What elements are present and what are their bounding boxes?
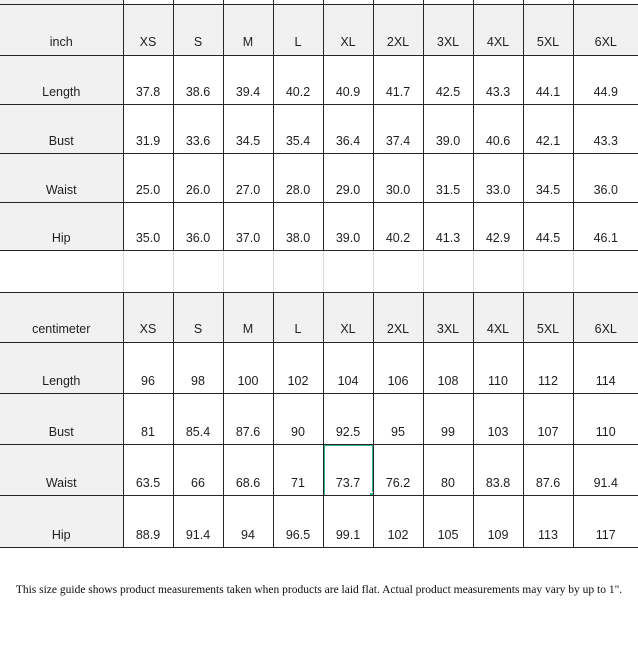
size-header-cell-text: 6XL <box>594 322 617 336</box>
value-cell-text: 105 <box>437 528 459 542</box>
value-cell <box>173 394 223 445</box>
value-cell-text: 85.4 <box>185 425 211 439</box>
value-cell-text: 114 <box>595 374 616 388</box>
value-cell-text: 41.7 <box>385 85 411 99</box>
value-cell-text: 96 <box>141 374 155 388</box>
measurement-row <box>0 496 638 548</box>
size-header-cell-text: 6XL <box>594 35 617 49</box>
size-header-cell <box>473 5 523 56</box>
size-header-cell-text: S <box>193 322 203 336</box>
row-label-cell <box>0 56 123 105</box>
value-cell <box>123 445 173 496</box>
size-header-cell-text: 2XL <box>386 322 410 336</box>
value-cell <box>223 496 273 548</box>
value-cell-text: 103 <box>487 425 509 439</box>
size-header-cell <box>523 5 573 56</box>
value-cell <box>423 343 473 394</box>
value-cell <box>323 496 373 548</box>
value-cell-text: 36.0 <box>593 183 618 197</box>
size-header-cell <box>423 293 473 343</box>
size-header-cell <box>273 293 323 343</box>
value-cell <box>573 445 638 496</box>
value-cell-text: 38.6 <box>185 85 211 99</box>
value-cell-text: 29.0 <box>335 183 361 197</box>
value-cell <box>573 343 638 394</box>
value-cell-text: 63.5 <box>135 476 161 490</box>
size-header-cell-text: XS <box>139 35 157 49</box>
row-label-cell-text: Hip <box>51 231 71 245</box>
spacer-cell <box>523 251 573 293</box>
value-cell <box>473 154 523 203</box>
size-header-cell-text: 2XL <box>386 35 410 49</box>
value-cell <box>473 105 523 154</box>
value-cell-text: 94 <box>241 528 255 542</box>
value-cell <box>173 154 223 203</box>
row-label-cell-text: Waist <box>45 476 77 490</box>
value-cell-text: 31.5 <box>435 183 461 197</box>
value-cell <box>373 445 423 496</box>
value-cell-text: 33.6 <box>185 134 211 148</box>
size-header-cell <box>573 293 638 343</box>
value-cell-text: 44.9 <box>593 85 618 99</box>
spacer-row <box>0 251 638 293</box>
value-cell-text: 87.6 <box>535 476 561 490</box>
unit-label-cell <box>0 5 123 56</box>
value-cell-text: 43.3 <box>593 134 618 148</box>
value-cell-text: 44.1 <box>535 85 561 99</box>
spacer-cell <box>273 251 323 293</box>
value-cell-text: 99.1 <box>335 528 361 542</box>
value-cell-text: 109 <box>487 528 509 542</box>
value-cell-text: 91.4 <box>185 528 211 542</box>
value-cell <box>273 445 323 496</box>
value-cell-text: 91.4 <box>593 476 618 490</box>
value-cell-text: 110 <box>595 425 616 439</box>
value-cell-text: 30.0 <box>385 183 411 197</box>
value-cell-text: 37.8 <box>135 85 161 99</box>
value-cell <box>423 496 473 548</box>
spacer-cell <box>573 251 638 293</box>
row-label-cell <box>0 445 123 496</box>
measurement-row <box>0 343 638 394</box>
measurement-row <box>0 154 638 203</box>
value-cell-text: 90 <box>291 425 305 439</box>
value-cell-text: 31.9 <box>135 134 161 148</box>
size-header-cell-text: L <box>294 322 302 336</box>
value-cell-text: 37.0 <box>235 231 261 245</box>
value-cell <box>123 496 173 548</box>
value-cell <box>373 154 423 203</box>
value-cell <box>123 56 173 105</box>
value-cell <box>573 394 638 445</box>
measurement-row <box>0 203 638 251</box>
value-cell <box>273 154 323 203</box>
row-label-cell <box>0 496 123 548</box>
value-cell <box>173 496 223 548</box>
value-cell <box>423 56 473 105</box>
value-cell <box>123 203 173 251</box>
value-cell <box>173 56 223 105</box>
value-cell <box>323 105 373 154</box>
value-cell <box>473 203 523 251</box>
value-cell <box>223 445 273 496</box>
row-label-cell-text: Bust <box>48 425 74 439</box>
value-cell <box>523 105 573 154</box>
value-cell <box>573 56 638 105</box>
value-cell-text: 92.5 <box>335 425 361 439</box>
value-cell-text: 26.0 <box>185 183 211 197</box>
value-cell-text: 35.4 <box>285 134 311 148</box>
value-cell-text: 37.4 <box>385 134 411 148</box>
measurement-row <box>0 105 638 154</box>
value-cell-text: 76.2 <box>385 476 411 490</box>
value-cell-text: 38.0 <box>285 231 311 245</box>
row-label-cell <box>0 105 123 154</box>
value-cell-text: 36.0 <box>185 231 211 245</box>
value-cell <box>573 154 638 203</box>
size-header-cell-text: M <box>242 35 254 49</box>
size-header-cell <box>323 293 373 343</box>
value-cell-text: 41.3 <box>435 231 461 245</box>
value-cell <box>373 496 423 548</box>
spacer-cell <box>473 251 523 293</box>
unit-label-cell-text: centimeter <box>32 322 91 336</box>
spacer-cell <box>423 251 473 293</box>
value-cell <box>123 154 173 203</box>
size-header-cell-text: M <box>242 322 254 336</box>
value-cell <box>173 445 223 496</box>
value-cell <box>123 394 173 445</box>
value-cell-text: 66 <box>191 476 205 490</box>
value-cell <box>473 496 523 548</box>
value-cell-text: 88.9 <box>135 528 161 542</box>
value-cell <box>423 445 473 496</box>
measurement-row <box>0 445 638 496</box>
value-cell <box>323 343 373 394</box>
size-header-cell <box>423 5 473 56</box>
value-cell <box>323 154 373 203</box>
value-cell-text: 96.5 <box>285 528 311 542</box>
value-cell <box>423 394 473 445</box>
value-cell-text: 106 <box>387 374 409 388</box>
unit-label-cell-text: inch <box>49 35 73 49</box>
value-cell-text: 46.1 <box>593 231 618 245</box>
size-header-cell <box>223 293 273 343</box>
value-cell-text: 117 <box>595 528 616 542</box>
value-cell <box>323 203 373 251</box>
value-cell <box>223 203 273 251</box>
value-cell <box>423 154 473 203</box>
value-cell-text: 100 <box>237 374 259 388</box>
value-cell-text: 68.6 <box>235 476 261 490</box>
spacer-cell <box>223 251 273 293</box>
value-cell <box>473 445 523 496</box>
value-cell <box>573 105 638 154</box>
value-cell-text: 108 <box>437 374 459 388</box>
size-header-cell-text: 5XL <box>536 35 560 49</box>
value-cell <box>173 203 223 251</box>
value-cell-text: 35.0 <box>135 231 161 245</box>
value-cell-text: 25.0 <box>135 183 161 197</box>
spacer-cell <box>123 251 173 293</box>
value-cell-text: 42.9 <box>485 231 511 245</box>
value-cell <box>373 394 423 445</box>
row-label-cell <box>0 154 123 203</box>
size-header-cell-text: S <box>193 35 203 49</box>
value-cell <box>273 343 323 394</box>
row-label-cell <box>0 203 123 251</box>
value-cell <box>223 56 273 105</box>
value-cell-text: 42.1 <box>535 134 561 148</box>
value-cell <box>523 496 573 548</box>
value-cell <box>573 496 638 548</box>
value-cell-text: 81 <box>141 425 155 439</box>
value-cell-text: 40.2 <box>285 85 311 99</box>
value-cell <box>373 203 423 251</box>
value-cell-text: 39.0 <box>435 134 461 148</box>
value-cell <box>373 56 423 105</box>
value-cell <box>423 203 473 251</box>
value-cell-text: 43.3 <box>485 85 511 99</box>
row-label-cell <box>0 394 123 445</box>
size-header-cell <box>373 5 423 56</box>
size-header-cell <box>173 293 223 343</box>
size-header-cell-text: 5XL <box>536 322 560 336</box>
value-cell <box>473 56 523 105</box>
value-cell <box>323 445 373 496</box>
value-cell-text: 112 <box>538 374 558 388</box>
spacer-cell <box>173 251 223 293</box>
unit-header-row <box>0 5 638 56</box>
value-cell-text: 113 <box>538 528 558 542</box>
size-header-cell <box>373 293 423 343</box>
size-header-cell-text: 3XL <box>436 322 460 336</box>
size-header-cell <box>323 5 373 56</box>
value-cell-text: 34.5 <box>235 134 261 148</box>
measurement-note: This size guide shows product measurements taken when products are laid flat. Actual product measurements may vary by up to 1". <box>15 584 623 596</box>
value-cell <box>523 394 573 445</box>
value-cell <box>273 203 323 251</box>
row-label-cell <box>0 343 123 394</box>
size-header-cell-text: 4XL <box>486 322 510 336</box>
value-cell-text: 102 <box>287 374 309 388</box>
size-header-cell <box>523 293 573 343</box>
value-cell-text: 40.2 <box>385 231 411 245</box>
value-cell <box>273 496 323 548</box>
value-cell <box>473 394 523 445</box>
size-header-cell-text: 4XL <box>486 35 510 49</box>
value-cell <box>523 445 573 496</box>
value-cell-text: 80 <box>441 476 455 490</box>
value-cell-text: 33.0 <box>485 183 511 197</box>
row-label-cell-text: Hip <box>51 528 71 542</box>
value-cell-text: 28.0 <box>285 183 311 197</box>
value-cell-text: 39.4 <box>235 85 261 99</box>
value-cell-text: 87.6 <box>235 425 261 439</box>
unit-header-row <box>0 293 638 343</box>
value-cell-text: 83.8 <box>485 476 511 490</box>
value-cell <box>523 203 573 251</box>
value-cell-text: 40.9 <box>335 85 361 99</box>
row-label-cell-text: Waist <box>45 183 77 197</box>
value-cell <box>373 105 423 154</box>
value-cell <box>573 203 638 251</box>
size-header-cell <box>273 5 323 56</box>
value-cell <box>123 343 173 394</box>
value-cell-text: 95 <box>391 425 405 439</box>
value-cell <box>223 394 273 445</box>
measurement-row <box>0 56 638 105</box>
value-cell <box>523 343 573 394</box>
size-header-cell-text: XL <box>340 322 356 336</box>
value-cell <box>123 105 173 154</box>
unit-label-cell <box>0 293 123 343</box>
value-cell-text: 110 <box>488 374 508 388</box>
value-cell-text: 40.6 <box>485 134 511 148</box>
spacer-cell <box>373 251 423 293</box>
size-header-cell <box>123 293 173 343</box>
value-cell <box>273 394 323 445</box>
value-cell <box>223 154 273 203</box>
value-cell <box>273 56 323 105</box>
value-cell-text: 34.5 <box>535 183 561 197</box>
value-cell <box>223 343 273 394</box>
row-label-cell-text: Length <box>42 85 81 99</box>
size-header-cell-text: L <box>294 35 302 49</box>
value-cell <box>173 343 223 394</box>
value-cell <box>323 56 373 105</box>
row-label-cell-text: Bust <box>48 134 74 148</box>
value-cell <box>223 105 273 154</box>
size-header-cell <box>173 5 223 56</box>
value-cell <box>273 105 323 154</box>
value-cell <box>373 343 423 394</box>
size-header-cell <box>223 5 273 56</box>
size-header-cell-text: XS <box>139 322 157 336</box>
value-cell <box>523 154 573 203</box>
row-label-cell-text: Length <box>42 374 81 388</box>
value-cell-text: 36.4 <box>335 134 361 148</box>
value-cell <box>473 343 523 394</box>
value-cell-text: 71 <box>291 476 305 490</box>
value-cell-text: 44.5 <box>535 231 561 245</box>
spacer-cell <box>323 251 373 293</box>
measurement-row <box>0 394 638 445</box>
value-cell <box>173 105 223 154</box>
value-cell-text: 39.0 <box>335 231 361 245</box>
value-cell-text: 99 <box>441 425 455 439</box>
fill-handle <box>369 492 374 496</box>
value-cell-text: 27.0 <box>235 183 261 197</box>
size-header-cell-text: 3XL <box>436 35 460 49</box>
value-cell-text: 42.5 <box>435 85 461 99</box>
size-header-cell <box>473 293 523 343</box>
spacer-cell <box>0 251 123 293</box>
size-header-cell <box>123 5 173 56</box>
value-cell-text: 102 <box>387 528 409 542</box>
value-cell <box>523 56 573 105</box>
value-cell <box>423 105 473 154</box>
value-cell-text: 98 <box>191 374 205 388</box>
size-header-cell-text: XL <box>340 35 356 49</box>
value-cell-text: 107 <box>537 425 559 439</box>
value-cell-text: 104 <box>337 374 359 388</box>
value-cell <box>323 394 373 445</box>
size-header-cell <box>573 5 638 56</box>
value-cell-text: 73.7 <box>335 476 361 490</box>
